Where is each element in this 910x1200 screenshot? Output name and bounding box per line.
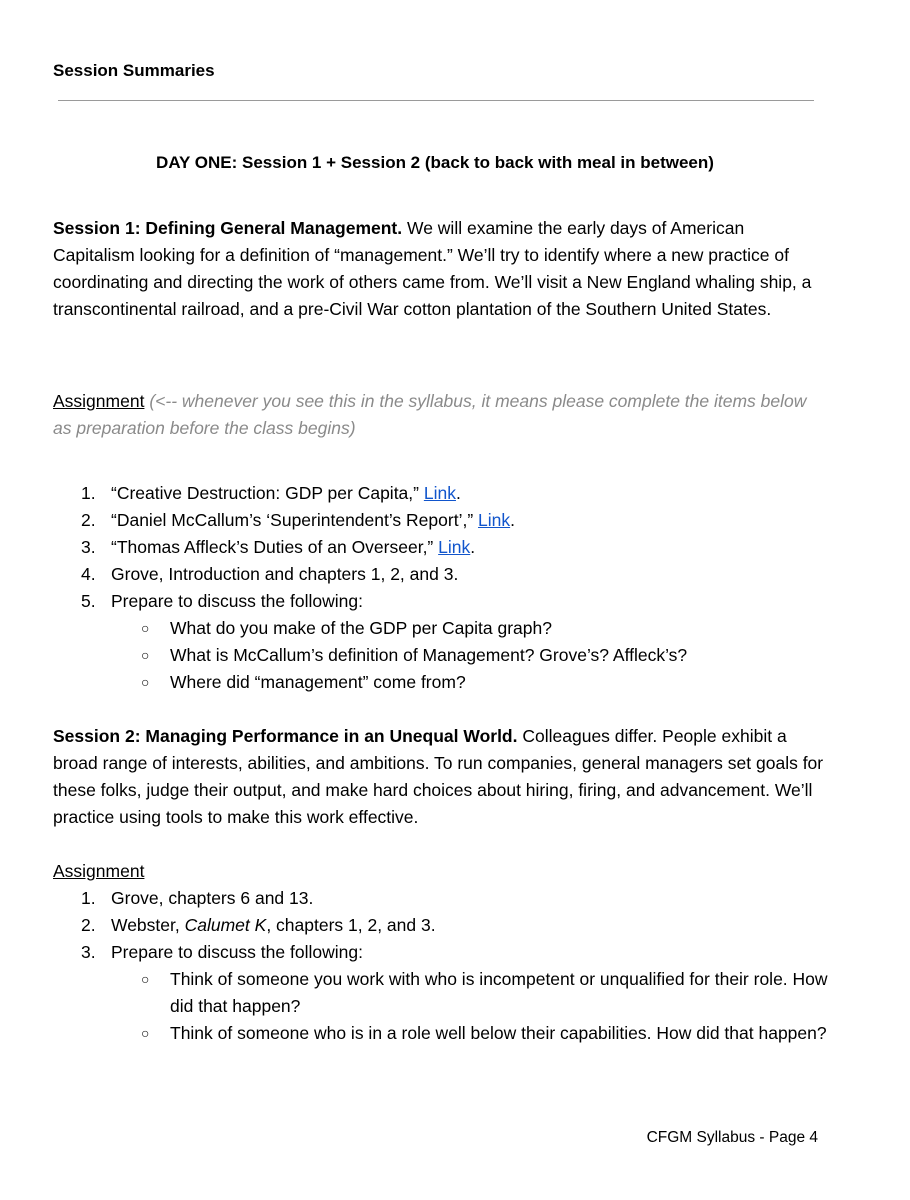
list-item-punct: . — [470, 537, 476, 557]
list-item-text: , chapters 1, 2, and 3. — [266, 915, 436, 935]
list-number: 1. — [81, 483, 96, 503]
list-item-punct: . — [455, 483, 461, 503]
session2-title: Session 2: Managing Performance in an Unequal World. — [53, 726, 518, 746]
sub-list-item-text: Think of someone you work with who is incompetent or unqualified for their role. How did that happen? — [170, 969, 828, 1016]
sub-list-item — [53, 966, 828, 1020]
assignment-note: (<-- whenever you see this in the syllabus, it means please complete the items below as preparation before the class begins) — [53, 391, 807, 438]
assignment-label: Assignment — [53, 391, 145, 411]
sub-list-item-text: Where did “management” come from? — [170, 672, 466, 692]
session1-assignment-heading — [53, 388, 828, 442]
book-title: Calumet K — [184, 915, 267, 935]
mccallum-link[interactable]: Link — [478, 510, 511, 530]
session2-summary — [53, 723, 828, 831]
sub-list-item — [53, 669, 828, 696]
sub-list-item-text: Think of someone who is in a role well below their capabilities. How did that happen? — [170, 1023, 827, 1043]
list-number: 4. — [81, 564, 96, 584]
list-item-text: Grove, Introduction and chapters 1, 2, and 3. — [111, 564, 459, 584]
session2-body: Colleagues differ. People exhibit a broad range of interests, abilities, and ambitions. To run companies, general managers set goals for these folks, judge their output, and make hard choices about hiring, firing, and advancement. We’ll practice using tools to make this work effective. — [53, 726, 824, 827]
list-item-text: “Daniel McCallum’s ‘Superintendent’s Report’,” — [111, 510, 479, 530]
hollow-bullet-icon: ○ — [141, 674, 150, 690]
session1-body: We will examine the early days of American Capitalism looking for a definition of “management.” We’ll try to identify where a new practice of coordinating and directing the work of others came from. We’ll visit a New England whaling ship, a transcontinental railroad, and a pre-Civil War cotton plantation of the Southern United States. — [53, 218, 812, 319]
list-item-text: Prepare to discuss the following: — [111, 591, 363, 611]
list-item-text: “Thomas Affleck’s Duties of an Overseer,” — [111, 537, 439, 557]
page-heading: Session Summaries — [53, 61, 215, 80]
list-item-text: “Creative Destruction: GDP per Capita,” — [111, 483, 424, 503]
list-number: 2. — [81, 915, 96, 935]
day-title: DAY ONE: Session 1 + Session 2 (back to back with meal in between) — [156, 153, 714, 172]
list-item — [53, 561, 828, 588]
hollow-bullet-icon: ○ — [141, 971, 150, 987]
list-number: 3. — [81, 537, 96, 557]
horizontal-rule — [58, 100, 814, 101]
list-item — [53, 480, 828, 507]
sub-list-item — [53, 1020, 828, 1047]
list-item — [53, 588, 828, 615]
list-number: 3. — [81, 942, 96, 962]
assignment-label: Assignment — [53, 861, 145, 881]
sub-list-item-text: What do you make of the GDP per Capita graph? — [170, 618, 552, 638]
list-item-pre: Webster, — [111, 915, 185, 935]
sub-list-item-text: What is McCallum’s definition of Management? Grove’s? Affleck’s? — [170, 645, 688, 665]
list-number: 5. — [81, 591, 96, 611]
session1-title: Session 1: Defining General Management. — [53, 218, 403, 238]
list-number: 1. — [81, 888, 96, 908]
list-item-text: Grove, chapters 6 and 13. — [111, 888, 314, 908]
hollow-bullet-icon: ○ — [141, 620, 150, 636]
session2-assignment-list — [53, 885, 828, 1047]
list-item — [53, 885, 828, 912]
list-item-text: Prepare to discuss the following: — [111, 942, 363, 962]
session1-assignment-list — [53, 480, 828, 696]
hollow-bullet-icon: ○ — [141, 647, 150, 663]
list-item — [53, 507, 828, 534]
list-item — [53, 912, 828, 939]
list-item — [53, 939, 828, 966]
page-footer: CFGM Syllabus - Page 4 — [646, 1129, 818, 1146]
gdp-link[interactable]: Link — [423, 483, 456, 503]
session2-assignment-heading — [53, 858, 828, 885]
list-item — [53, 534, 828, 561]
sub-list-item — [53, 642, 828, 669]
affleck-link[interactable]: Link — [438, 537, 471, 557]
sub-list-item — [53, 615, 828, 642]
hollow-bullet-icon: ○ — [141, 1025, 150, 1041]
list-item-punct: . — [510, 510, 515, 530]
session1-summary — [53, 215, 828, 323]
list-number: 2. — [81, 510, 96, 530]
